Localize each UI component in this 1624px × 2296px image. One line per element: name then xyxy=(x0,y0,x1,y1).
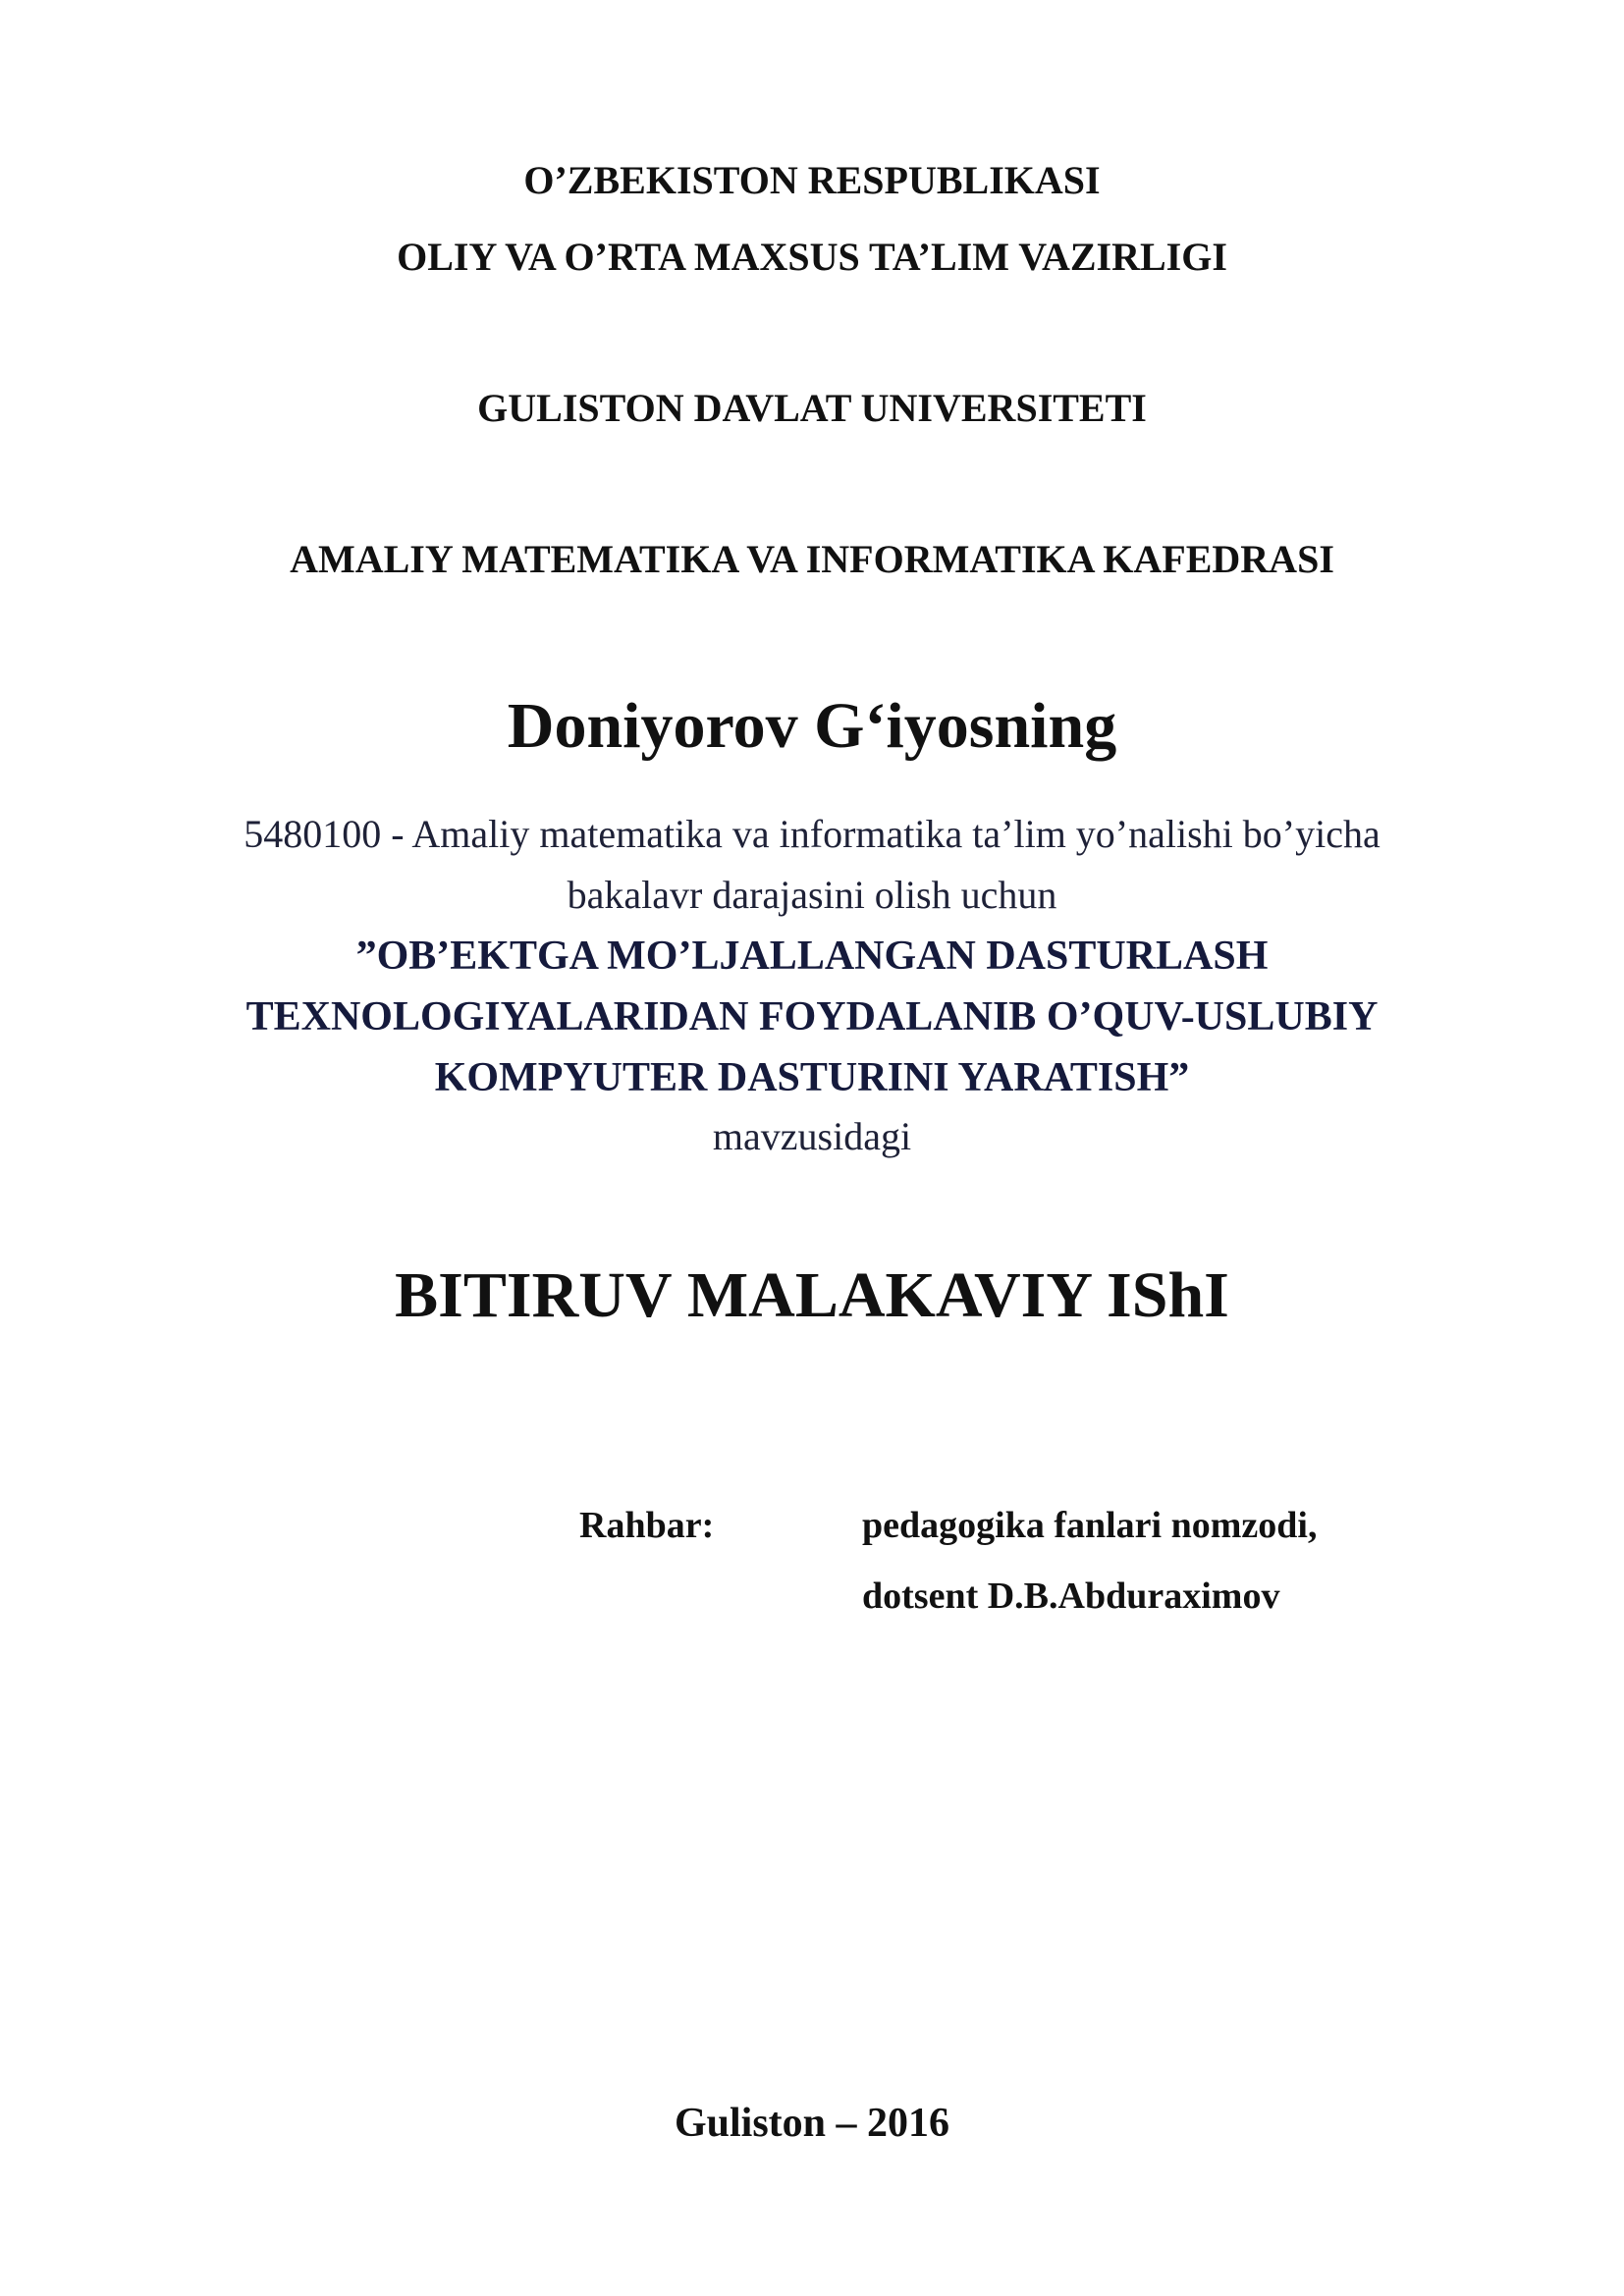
author-name: Doniyorov G‘iyosning xyxy=(507,690,1117,762)
work-type-title: BITIRUV MALAKAVIY IShI xyxy=(395,1259,1229,1331)
department-heading: AMALIY MATEMATIKA VA INFORMATIKA KAFEDRASI xyxy=(290,537,1334,581)
topic-line-2: TEXNOLOGIYALARIDAN FOYDALANIB O’QUV-USLUBIY xyxy=(245,994,1379,1040)
topic-line-3: KOMPYUTER DASTURINI YARATISH” xyxy=(434,1055,1190,1100)
advisor-label: Rahbar: xyxy=(579,1505,715,1546)
advisor-title: pedagogika fanlari nomzodi, xyxy=(862,1505,1318,1546)
description-line-2: bakalavr darajasini olish uchun xyxy=(567,873,1057,917)
topic-line-1: ”OB’EKTGA MO’LJALLANGAN DASTURLASH xyxy=(355,934,1269,979)
advisor-name: dotsent D.B.Abduraximov xyxy=(862,1575,1280,1617)
description-line-1: 5480100 - Amaliy matematika va informatika ta’lim yo’nalishi bo’yicha xyxy=(244,812,1380,856)
topic-suffix: mavzusidagi xyxy=(712,1114,912,1158)
place-and-year: Guliston – 2016 xyxy=(674,2101,950,2146)
ministry-heading: OLIY VA O’RTA MAXSUS TA’LIM VAZIRLIGI xyxy=(397,235,1227,279)
republic-heading: O’ZBEKISTON RESPUBLIKASI xyxy=(523,158,1101,202)
university-heading: GULISTON DAVLAT UNIVERSITETI xyxy=(477,386,1147,430)
